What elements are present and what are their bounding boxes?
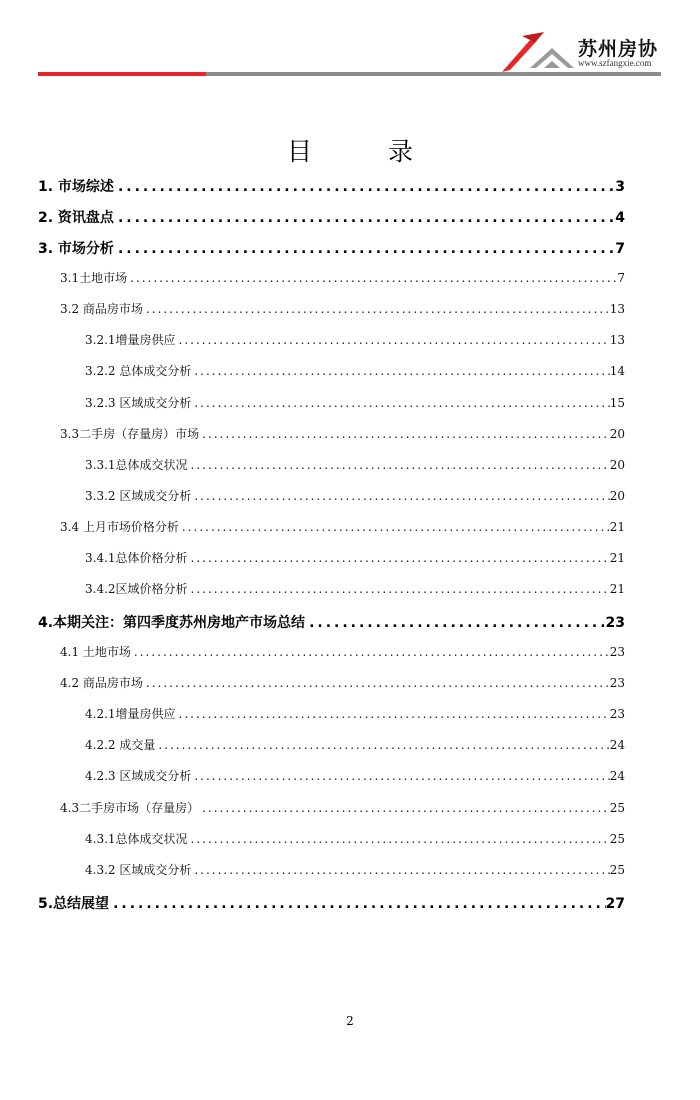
toc-entry-text: 3.2.2 总体成交分析	[85, 364, 192, 378]
toc-entry-page: 23	[609, 645, 625, 659]
toc-leader	[188, 582, 610, 596]
toc-leader	[199, 801, 610, 815]
header-logo	[500, 30, 670, 74]
toc-leader	[176, 707, 610, 721]
toc-entry-text: 3.3.2 区域成交分析	[85, 489, 192, 503]
toc-entry-page: 21	[609, 582, 625, 596]
toc-entry[interactable]	[38, 612, 625, 632]
toc-entry-text: 1. 市场综述	[38, 179, 114, 195]
toc-entry[interactable]	[60, 643, 625, 660]
toc-entry[interactable]	[85, 736, 625, 753]
toc-leader	[188, 458, 610, 472]
toc-entry-text: 4.1 土地市场	[60, 645, 131, 659]
toc-entry-text: 4.3.2 区域成交分析	[85, 863, 192, 877]
toc-entry-text: 3.3二手房（存量房）市场	[60, 427, 200, 441]
toc-entry-page: 23	[609, 707, 625, 721]
toc-entry-text: 2. 资讯盘点	[38, 210, 114, 226]
toc-entry-page: 25	[609, 801, 625, 815]
toc-leader	[305, 615, 605, 631]
toc-entry-page: 25	[609, 832, 625, 846]
toc-leader	[191, 863, 609, 877]
toc-leader	[155, 738, 609, 752]
toc-entry-page: 25	[609, 863, 625, 877]
toc-entry[interactable]	[38, 207, 625, 227]
toc-entry-page: 23	[609, 676, 625, 690]
toc-leader	[188, 832, 610, 846]
toc-leader	[191, 396, 609, 410]
toc-entry-page: 24	[609, 769, 625, 783]
toc-entry-page: 27	[605, 896, 625, 912]
toc-entry[interactable]	[38, 893, 625, 913]
page-number: 2	[346, 1014, 354, 1028]
toc-entry[interactable]	[60, 674, 625, 691]
toc-leader	[191, 489, 609, 503]
toc-entry-text: 4.2 商品房市场	[60, 676, 143, 690]
toc-entry-page: 21	[609, 551, 625, 565]
toc-leader	[191, 769, 609, 783]
toc-entry-page: 3	[615, 179, 625, 195]
toc-entry-text: 3.4.1总体价格分析	[85, 551, 188, 565]
toc-entry-page: 14	[609, 364, 625, 378]
toc-entry-page: 13	[609, 302, 625, 316]
toc-entry[interactable]	[60, 425, 625, 442]
toc-entry[interactable]	[85, 580, 625, 597]
toc-entry[interactable]	[60, 300, 625, 317]
toc-entry-page: 24	[609, 738, 625, 752]
toc-leader	[109, 896, 605, 912]
toc-entry-text: 3.1土地市场	[60, 271, 128, 285]
toc-entry-text: 3.4.2区域价格分析	[85, 582, 188, 596]
toc-entry-text: 3.2 商品房市场	[60, 302, 143, 316]
toc-leader	[114, 210, 615, 226]
toc-entry-page: 21	[609, 520, 625, 534]
toc-entry[interactable]	[85, 331, 625, 348]
toc-leader	[199, 427, 610, 441]
toc-title: 目录	[286, 137, 489, 166]
toc-entry[interactable]	[85, 487, 625, 504]
toc-entry-page: 20	[609, 489, 625, 503]
org-website: www.szfangxie.com	[578, 58, 652, 68]
toc-leader	[188, 551, 610, 565]
header-rule-gray	[206, 72, 661, 76]
toc-leader	[176, 333, 610, 347]
toc-entry-page: 13	[609, 333, 625, 347]
toc-entry-text: 4.本期关注：第四季度苏州房地产市场总结	[38, 615, 306, 631]
toc-leader	[114, 179, 615, 195]
toc-entry[interactable]	[85, 767, 625, 784]
toc-entry-page: 20	[609, 427, 625, 441]
toc-entry[interactable]	[85, 394, 625, 411]
toc-entry-text: 3.4 上月市场价格分析	[60, 520, 179, 534]
toc-entry-text: 3. 市场分析	[38, 241, 114, 257]
toc-leader	[127, 271, 617, 285]
toc-entry[interactable]	[85, 549, 625, 566]
toc-entry[interactable]	[60, 799, 625, 816]
toc-entry[interactable]	[85, 830, 625, 847]
toc-leader	[191, 364, 609, 378]
toc-entry[interactable]	[85, 456, 625, 473]
toc-leader	[131, 645, 610, 659]
toc-entry-text: 4.2.2 成交量	[85, 738, 156, 752]
toc-entry-text: 4.2.3 区域成交分析	[85, 769, 192, 783]
house-pen-logo-icon	[500, 30, 576, 74]
toc-entry-text: 3.3.1总体成交状况	[85, 458, 188, 472]
toc-entry-page: 15	[609, 396, 625, 410]
toc-leader	[179, 520, 610, 534]
toc-entry-page: 4	[615, 210, 625, 226]
toc-leader	[143, 302, 610, 316]
toc-entry-text: 3.2.1增量房供应	[85, 333, 176, 347]
toc-leader	[143, 676, 610, 690]
toc-entry-text: 4.3.1总体成交状况	[85, 832, 188, 846]
toc-entry[interactable]	[85, 861, 625, 878]
toc-entry[interactable]	[85, 362, 625, 379]
toc-entry-text: 4.3二手房市场（存量房）	[60, 801, 200, 815]
toc-entry-text: 5.总结展望	[38, 896, 110, 912]
toc-entry-page: 7	[615, 241, 625, 257]
toc-entry-page: 7	[617, 271, 625, 285]
header-rule-red	[38, 72, 206, 76]
toc-entry-page: 20	[609, 458, 625, 472]
org-name: 苏州房协	[578, 38, 659, 60]
toc-entry[interactable]	[60, 518, 625, 535]
toc-entry-page: 23	[605, 615, 625, 631]
toc-entry[interactable]	[85, 705, 625, 722]
toc-entry[interactable]	[60, 269, 625, 286]
toc-entry[interactable]	[38, 238, 625, 258]
toc-entry[interactable]	[38, 176, 625, 196]
toc-leader	[114, 241, 615, 257]
toc-entry-text: 3.2.3 区域成交分析	[85, 396, 192, 410]
toc-entry-text: 4.2.1增量房供应	[85, 707, 176, 721]
